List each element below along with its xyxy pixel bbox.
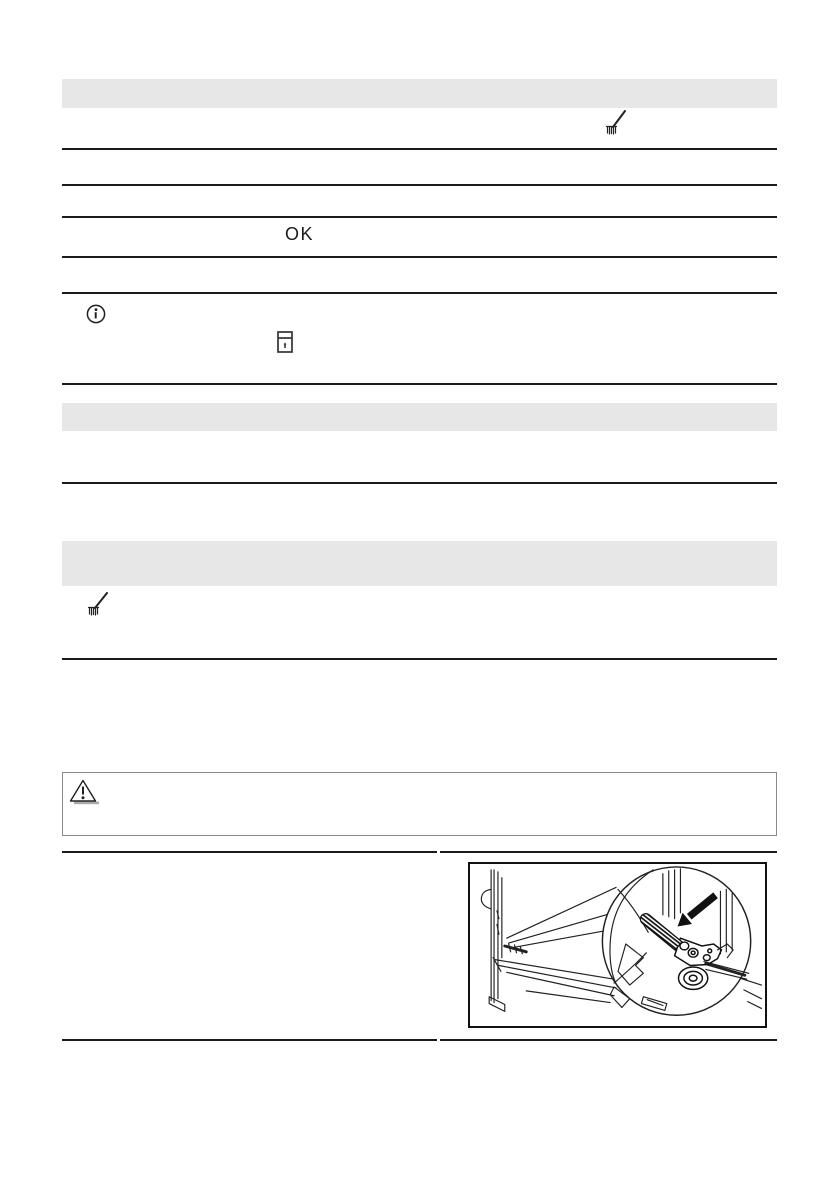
divider [62, 383, 777, 385]
table-border [62, 1039, 437, 1041]
warning-triangle-icon [69, 778, 101, 811]
ok-symbol: OK [285, 224, 315, 244]
door-lock-icon [277, 331, 293, 353]
divider [62, 216, 777, 218]
warning-box [62, 772, 777, 836]
divider [62, 148, 777, 150]
divider [62, 292, 777, 294]
brush-icon [603, 109, 627, 139]
section-header-bar [62, 79, 777, 108]
divider [62, 256, 777, 258]
section-header-bar [62, 541, 777, 586]
divider [62, 184, 777, 186]
section-header-bar [62, 403, 777, 431]
table-border [440, 851, 777, 853]
info-icon [86, 304, 106, 324]
divider [62, 482, 777, 484]
oven-door-hinge-illustration [468, 862, 767, 1028]
hinge-figure-drawing [470, 864, 765, 1026]
divider [62, 658, 777, 660]
table-border [62, 851, 437, 853]
table-border [440, 1039, 777, 1041]
brush-icon [85, 592, 109, 620]
